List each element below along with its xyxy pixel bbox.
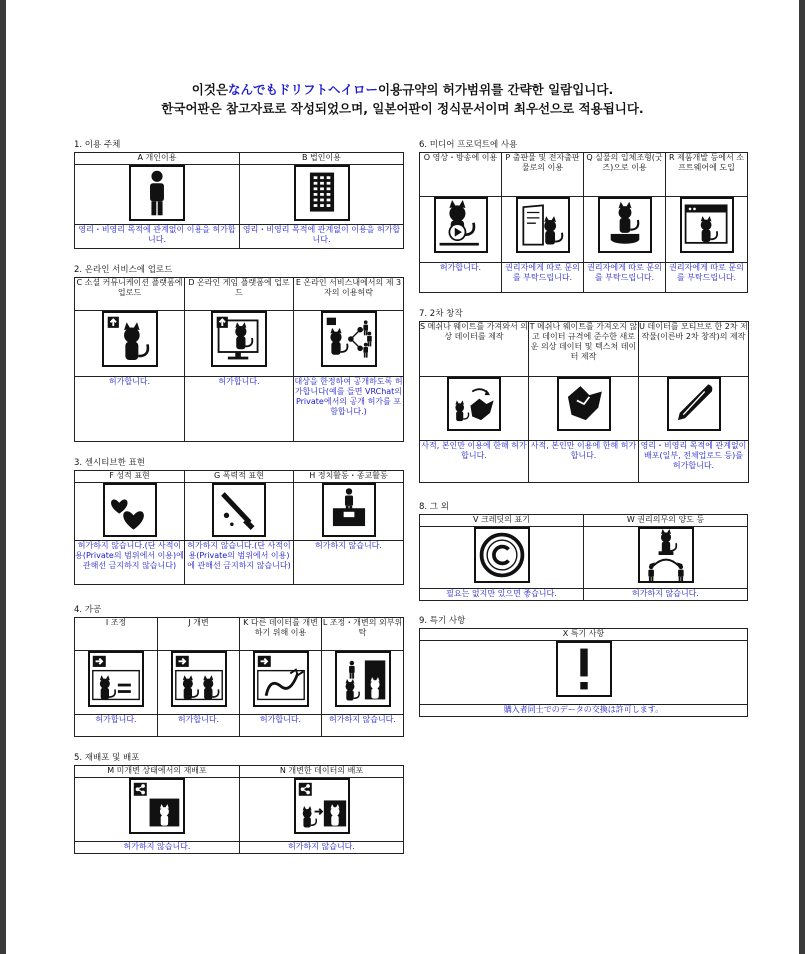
copyright-icon xyxy=(474,527,530,583)
modify-icon xyxy=(171,651,227,707)
item-result: 허가합니다. xyxy=(185,377,294,442)
section-s6 xyxy=(419,139,747,293)
section-s5 xyxy=(74,752,403,854)
item-result: 허가합니다. xyxy=(420,263,502,293)
item-label: L 조정・개변의 외부위탁 xyxy=(322,618,404,651)
section-s1 xyxy=(74,139,403,249)
license-table xyxy=(419,514,748,601)
item-label: O 영상・방송에 이용 xyxy=(420,153,502,197)
item-label: Q 실물의 입체조형(굿즈)으로 이용 xyxy=(584,153,666,197)
item-result: 필요는 없지만 있으면 좋습니다. xyxy=(420,589,584,601)
license-table xyxy=(419,321,749,483)
item-label: I 조정 xyxy=(75,618,158,651)
item-icon-cell xyxy=(666,197,748,263)
item-label: A 개인이용 xyxy=(75,153,240,165)
building-icon xyxy=(294,165,350,221)
item-icon-cell xyxy=(294,311,404,377)
person-icon xyxy=(129,165,185,221)
item-label: T 메쉬나 웨이트를 가져오지 않고 데이터 규격에 준수한 새로운 의상 데이터 및 텍스처 데이터 제작 xyxy=(529,322,639,377)
item-result: 사적, 본인만 이용에 한해 허가합니다. xyxy=(420,441,529,483)
section-title: 3. 센시티브한 표현 xyxy=(74,458,145,468)
item-label: B 법인이용 xyxy=(240,153,404,165)
license-document-page xyxy=(6,0,799,954)
item-result: 허가하지 않습니다. xyxy=(75,842,240,854)
item-icon-cell xyxy=(420,641,748,705)
use-other-icon xyxy=(253,651,309,707)
item-icon-cell xyxy=(158,651,240,715)
item-result: 허가합니다. xyxy=(158,715,240,737)
license-table xyxy=(74,470,404,585)
item-icon-cell xyxy=(75,165,240,225)
section-s4 xyxy=(74,604,403,737)
section-title: 8. 그 외 xyxy=(419,502,449,512)
license-table xyxy=(419,152,748,293)
item-icon-cell xyxy=(502,197,584,263)
item-result: 권리자에게 따로 문의를 부탁드립니다. xyxy=(502,263,584,293)
document-header xyxy=(6,80,799,118)
item-label: E 온라인 서비스내에서의 제 3자의 이용허락 xyxy=(294,278,404,311)
section-s3 xyxy=(74,457,403,585)
exclamation-icon xyxy=(556,641,612,697)
header-line-1 xyxy=(6,80,799,99)
section-s2 xyxy=(74,264,403,442)
section-title: 1. 이용 주체 xyxy=(74,140,121,150)
outsource-icon xyxy=(335,651,391,707)
item-label: G 폭력적 표현 xyxy=(185,471,294,483)
section-title: 6. 미디어 프로덕트에 사용 xyxy=(419,140,518,150)
new-costume-icon xyxy=(557,377,611,431)
item-icon-cell xyxy=(529,377,639,441)
license-table xyxy=(74,277,404,442)
upload-game-icon xyxy=(211,311,267,367)
publication-icon xyxy=(516,197,570,253)
item-result: 권리자에게 따로 문의를 부탁드립니다. xyxy=(666,263,748,293)
figure-icon xyxy=(598,197,652,253)
item-icon-cell xyxy=(75,651,158,715)
item-result: 사적, 본인만 이용에 한해 허가합니다. xyxy=(529,441,639,483)
item-label: S 메쉬나 웨이트를 가져와서 의상 데이터를 제작 xyxy=(420,322,529,377)
redistribute-icon xyxy=(129,778,185,834)
item-label: V 크레딧의 표기 xyxy=(420,515,584,527)
item-icon-cell xyxy=(420,197,502,263)
license-table xyxy=(74,152,404,249)
license-table xyxy=(419,628,748,717)
header-prefix: 이것은 xyxy=(191,82,229,97)
item-label: R 제품개발 등에서 소프트웨어에 도입 xyxy=(666,153,748,197)
item-icon-cell xyxy=(75,311,185,377)
section-s7 xyxy=(419,308,748,483)
header-suffix: 이용규약의 허가범위를 간략한 일람입니다. xyxy=(378,82,614,97)
item-result: 허가합니다. xyxy=(240,715,322,737)
item-icon-cell xyxy=(294,483,404,541)
item-icon-cell xyxy=(584,527,748,589)
knife-icon xyxy=(212,483,266,537)
item-icon-cell xyxy=(322,651,404,715)
item-label: F 성적 표현 xyxy=(75,471,185,483)
item-result: 허가합니다. xyxy=(75,715,158,737)
item-label: M 미개변 상태에서의 재배포 xyxy=(75,766,240,778)
license-table xyxy=(74,765,404,854)
item-label: P 출판물 및 전자출판물로의 이용 xyxy=(502,153,584,197)
item-label: C 소셜 커뮤니케이션 플랫폼에 업로드 xyxy=(75,278,185,311)
item-result: 대상을 한정하여 공개하도록 허가합니다(예를 들면 VRChat의 Private에서의 공개 허가를 포함합니다.) xyxy=(294,377,404,442)
item-result: 영리・비영리 목적에 관계없이 이용을 허가합니다. xyxy=(240,225,404,249)
item-label: X 특기 사항 xyxy=(420,629,748,641)
item-label: K 다른 데이터를 개변하기 위해 이용 xyxy=(240,618,322,651)
item-result: 허가하지 않습니다.(단 사적이용(Private의 범위에서 이용)에 관해선 금지하지 않습니다) xyxy=(75,541,185,585)
item-icon-cell xyxy=(75,778,240,842)
item-icon-cell xyxy=(420,377,529,441)
hearts-icon xyxy=(103,483,157,537)
item-result: 허가하지 않습니다.(단 사적이용(Private의 범위에서 이용)에 관해선 금지하지 않습니다) xyxy=(185,541,294,585)
item-label: U 데이터를 모티브로 한 2차 저작물(이른바 2차 창작)의 제작 xyxy=(639,322,749,377)
upload-avatar-icon xyxy=(102,311,158,367)
section-title: 9. 특기 사항 xyxy=(419,616,466,626)
share-users-icon xyxy=(321,311,377,367)
item-result: 購入者同士でのデータの交換は許可します。 xyxy=(420,705,748,717)
item-icon-cell xyxy=(639,377,749,441)
pen-icon xyxy=(667,377,721,431)
section-title: 5. 재배포 및 배포 xyxy=(74,753,140,763)
section-s8 xyxy=(419,501,747,601)
item-icon-cell xyxy=(240,778,404,842)
software-icon xyxy=(680,197,734,253)
item-icon-cell xyxy=(75,483,185,541)
section-s9 xyxy=(419,615,747,717)
item-result: 허가하지 않습니다. xyxy=(240,842,404,854)
mesh-costume-icon xyxy=(447,377,501,431)
podium-icon xyxy=(322,483,376,537)
distribute-modified-icon xyxy=(294,778,350,834)
item-result: 허가하지 않습니다. xyxy=(584,589,748,601)
item-label: W 권리의무의 양도 등 xyxy=(584,515,748,527)
item-result: 허가하지 않습니다. xyxy=(294,541,404,585)
item-icon-cell xyxy=(185,483,294,541)
item-result: 허가하지 않습니다. xyxy=(322,715,404,737)
item-result: 권리자에게 따로 문의를 부탁드립니다. xyxy=(584,263,666,293)
section-title: 2. 온라인 서비스에 업로드 xyxy=(74,265,173,275)
item-label: J 개변 xyxy=(158,618,240,651)
transfer-icon xyxy=(638,527,694,583)
item-icon-cell xyxy=(185,311,294,377)
adjust-icon xyxy=(88,651,144,707)
license-table xyxy=(74,617,404,737)
item-result: 영리・비영리 목적에 관계없이 이용을 허가합니다. xyxy=(75,225,240,249)
product-name: なんでもドリフトヘイロー xyxy=(228,82,379,97)
item-icon-cell xyxy=(584,197,666,263)
item-result: 영리・비영리 목적에 관계없이 배포(일부, 전체업로드 등)를 허가합니다. xyxy=(639,441,749,483)
video-icon xyxy=(434,197,488,253)
section-title: 4. 가공 xyxy=(74,605,102,615)
item-icon-cell xyxy=(420,527,584,589)
item-label: H 정치활동・종교활동 xyxy=(294,471,404,483)
item-result: 허가합니다. xyxy=(75,377,185,442)
item-icon-cell xyxy=(240,165,404,225)
section-title: 7. 2차 창작 xyxy=(419,309,463,319)
item-label: D 온라인 게임 플랫폼에 업로드 xyxy=(185,278,294,311)
header-line-2: 한국어판은 참고자료로 작성되었으며, 일본어판이 정식문서이며 최우선으로 적용됩니다. xyxy=(161,101,644,116)
item-label: N 개변한 데이터의 배포 xyxy=(240,766,404,778)
item-icon-cell xyxy=(240,651,322,715)
